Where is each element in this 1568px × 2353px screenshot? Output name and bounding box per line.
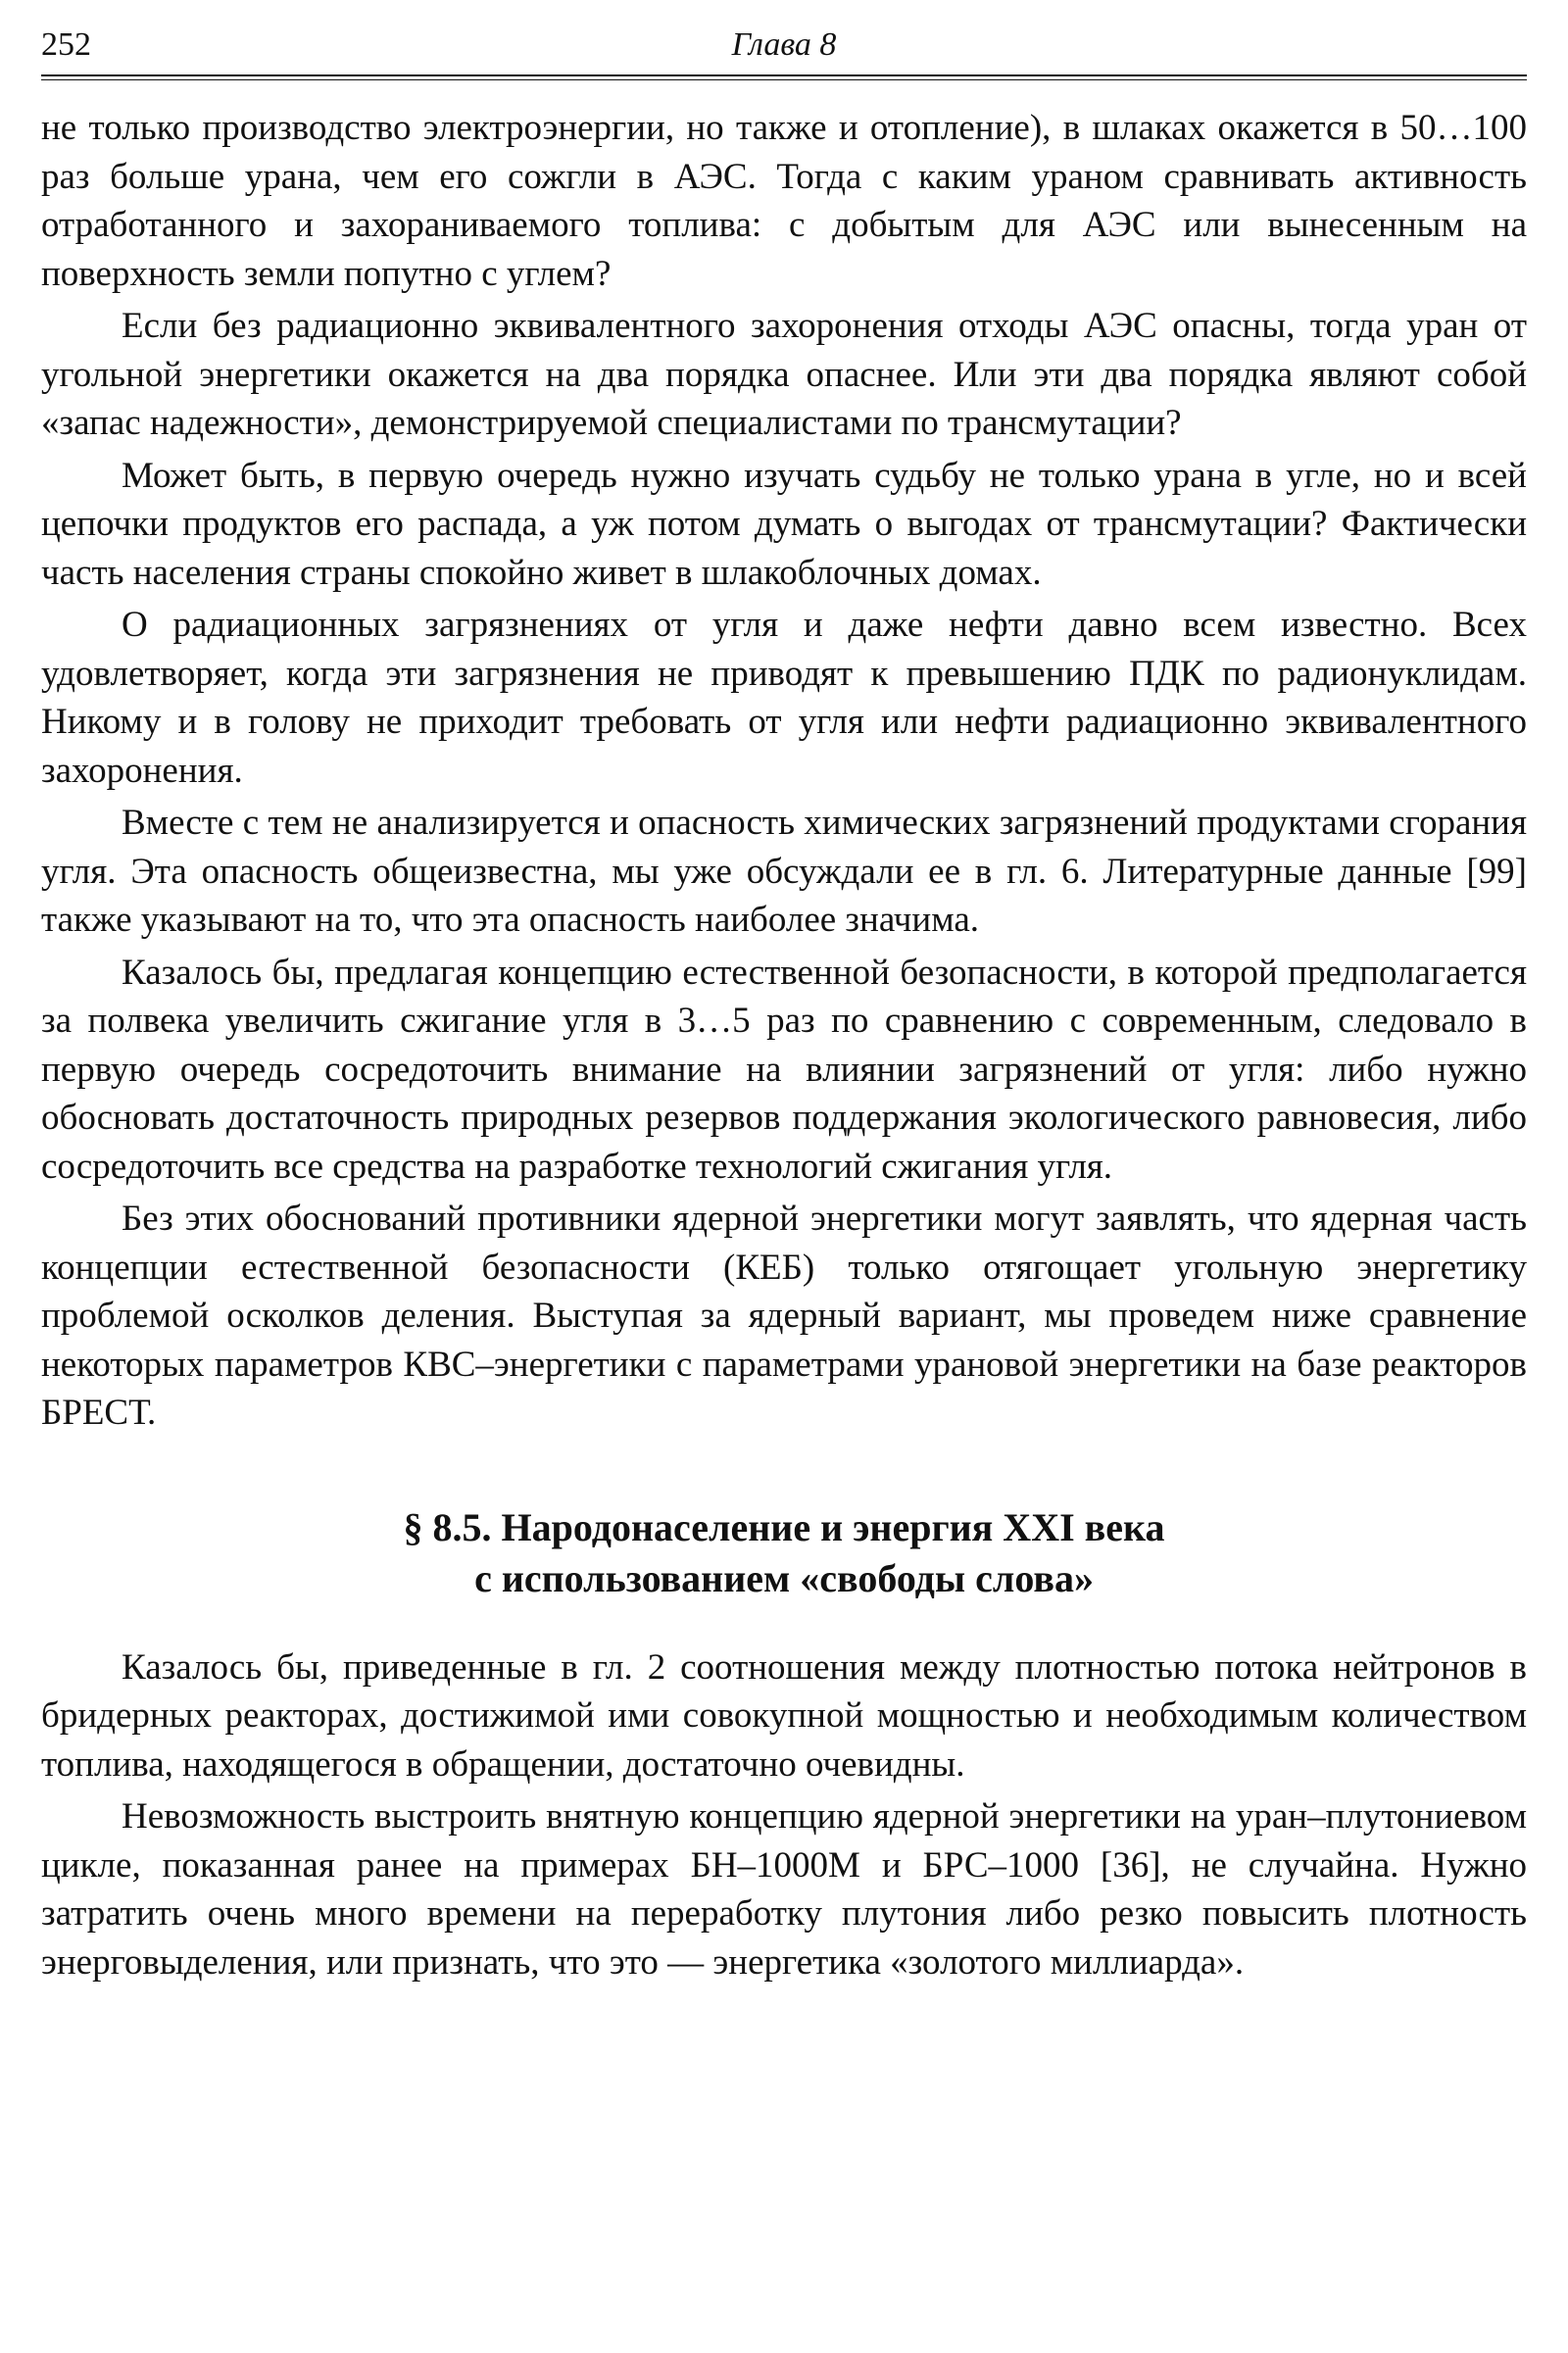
- running-title: Глава 8: [731, 26, 837, 63]
- paragraph: О радиационных загрязнениях от угля и даже нефти давно всем известно. Всех удовлетворяет, когда эти загрязнения не приводят к превышению ПДК по радионуклидам. Никому и в голову не приходит требовать от угля или нефти радиационно эквивалентного захоронения.: [41, 605, 1527, 791]
- header-rule: [41, 74, 1527, 76]
- section-heading-line-1: § 8.5. Народонаселение и энергия XXI века: [403, 1504, 1165, 1549]
- paragraph: Если без радиационно эквивалентного захоронения отходы АЭС опасны, тогда уран от угольной энергетики окажется на два порядка опаснее. Или эти два порядка являют собой «запас надежности», демонстрируемой специалистами по трансмутации?: [41, 306, 1527, 443]
- section-text: [41, 1643, 1527, 1987]
- paragraph: Невозможность выстроить внятную концепцию ядерной энергетики на уран–плутониевом цикле, показанная ранее на примерах БН–1000М и БРС–1000 [36], не случайна. Нужно затратить очень много времени на переработку плутония либо резко повысить плотность энерговыделения, или признать, что это — энергетика «золотого миллиарда».: [41, 1796, 1527, 1983]
- main-text: [41, 104, 1527, 1438]
- section-heading-line-2: с использованием «свободы слова»: [474, 1555, 1094, 1600]
- paragraph: Казалось бы, приведенные в гл. 2 соотношения между плотностью потока нейтронов в бридерных реакторах, достижимой ими совокупной мощностью и необходимым количеством топлива, находящегося в обращении, достаточно очевидны.: [41, 1646, 1527, 1785]
- paragraph: Может быть, в первую очередь нужно изучать судьбу не только урана в угле, но и всей цепочки продуктов его распада, а уж потом думать о выгодах от трансмутации? Фактически часть населения страны спокойно живет в шлакоблочных домах.: [41, 455, 1527, 593]
- page-header: [41, 22, 1527, 69]
- paragraph: не только производство электроэнергии, но также и отопление), в шлаках окажется в 50…100 раз больше урана, чем его сожгли в АЭС. Тогда с каким ураном сравнивать активность отработанного и захораниваемого топлива: с добытым для АЭС или вынесенным на поверхность земли попутно с углем?: [41, 108, 1527, 294]
- paragraph: Казалось бы, предлагая концепцию естественной безопасности, в которой предполагается за полвека увеличить сжигание угля в 3…5 раз по сравнению с современным, следовало в первую очередь сосредоточить внимание на влиянии загрязнений от угля: либо нужно обосновать достаточность природных резервов поддержания экологического равновесия, либо сосредоточить все средства на разработке технологий сжигания угля.: [41, 952, 1527, 1187]
- paragraph: Вместе с тем не анализируется и опасность химических загрязнений продуктами сгорания угля. Эта опасность общеизвестна, мы уже обсуждали ее в гл. 6. Литературные данные [99] также указывают на то, что эта опасность наиболее значима.: [41, 803, 1527, 940]
- paragraph: Без этих обоснований противники ядерной энергетики могут заявлять, что ядерная часть концепции естественной безопасности (КЕБ) только отягощает угольную энергетику проблемой осколков деления. Выступая за ядерный вариант, мы проведем ниже сравнение некоторых параметров КВС–энергетики с параметрами урановой энергетики на базе реакторов БРЕСТ.: [41, 1199, 1527, 1433]
- page-number: 252: [41, 26, 91, 63]
- book-page: [41, 22, 1527, 1990]
- header-rule-thin: [41, 79, 1527, 80]
- section-heading: [41, 1502, 1527, 1604]
